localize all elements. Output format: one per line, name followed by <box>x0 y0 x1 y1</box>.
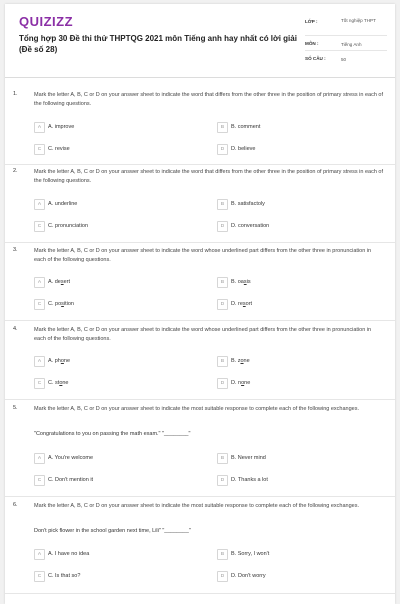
question-prompt: "Congratulations to you on passing the math exam." "________" <box>34 431 191 437</box>
meta-value: Tiếng Anh <box>341 42 362 47</box>
worksheet-page <box>5 4 395 604</box>
option-letter-box: A <box>34 199 45 210</box>
question-text: Mark the letter A, B, C or D on your answer sheet to indicate the most suitable response to complete each of the following exchanges. <box>34 503 359 509</box>
option-text-end: ort <box>245 300 253 307</box>
option-letter-box: D <box>217 144 228 155</box>
option-text: C. Don't mention it <box>48 476 94 483</box>
option-letter-box: A <box>34 549 45 560</box>
option-letter-box: B <box>217 277 228 288</box>
option-text: D. Thanks a lot <box>231 476 268 483</box>
option-text: A. I have no idea <box>48 550 90 557</box>
question-number: 2. <box>13 168 18 174</box>
option-text-end: is <box>246 278 251 285</box>
option-text: C. revise <box>48 145 70 152</box>
question-divider <box>5 496 395 497</box>
option-text-start: A. ph <box>48 357 61 364</box>
question-number: 4. <box>13 326 18 332</box>
option-letter-box: C <box>34 144 45 155</box>
option-text <box>231 301 252 307</box>
option-letter-box: B <box>217 122 228 133</box>
option-letter-box: C <box>34 475 45 486</box>
option-text: B. Sorry, I won't <box>231 550 270 557</box>
question-prompt: Don't pick flower in the school garden next time, Lili" "________" <box>34 528 191 534</box>
option-letter-box: B <box>217 356 228 367</box>
question-text: Mark the letter A, B, C or D on your answer sheet to indicate the word whose underlined part differs from the other three in pronunciation in each of the following questions. <box>34 327 372 342</box>
option-text-end: ne <box>244 379 251 386</box>
option-text-start: D. re <box>231 300 243 307</box>
option-letter-box: D <box>217 378 228 389</box>
option-letter-box: C <box>34 378 45 389</box>
option-text <box>48 301 74 307</box>
option-text: A. You're welcome <box>48 454 94 461</box>
option-text: C. Is that so? <box>48 572 81 579</box>
option-letter-box: D <box>217 221 228 232</box>
option-letter-box: B <box>217 453 228 464</box>
option-text: B. comment <box>231 123 261 130</box>
question-text: Mark the letter A, B, C or D on your answer sheet to indicate the word that differs from the other three in the position of primary stress in each of the following questions. <box>34 169 384 184</box>
option-text-start: B. z <box>231 357 241 364</box>
underlined-letter: s <box>242 300 246 307</box>
option-text-start: B. oa <box>231 278 244 285</box>
option-text: A. underline <box>48 200 78 207</box>
question-number: 5. <box>13 405 18 411</box>
meta-label: SỐ CÂU : <box>305 56 326 61</box>
option-text-start: C. st <box>48 379 60 386</box>
option-letter-box: C <box>34 299 45 310</box>
option-text-start: C. po <box>48 300 62 307</box>
question-divider <box>5 164 395 165</box>
underlined-letter: s <box>60 278 64 285</box>
option-letter-box: B <box>217 549 228 560</box>
option-text: D. believe <box>231 145 256 152</box>
option-letter-box: D <box>217 571 228 582</box>
option-text-start: A. de <box>48 278 61 285</box>
question-divider <box>5 320 395 321</box>
question-divider <box>5 593 395 594</box>
option-text-end: ert <box>63 278 71 285</box>
header-divider <box>5 77 395 78</box>
option-letter-box: A <box>34 356 45 367</box>
option-text: C. pronunciation <box>48 222 89 229</box>
option-text-end: ition <box>63 300 74 307</box>
option-text-end: ne <box>243 357 250 364</box>
underlined-letter: o <box>240 357 244 364</box>
option-text <box>231 358 250 364</box>
quizizz-logo: QUIZIZZ <box>19 14 74 29</box>
option-text-start: D. n <box>231 379 242 386</box>
page-title: Tổng hợp 30 Đề thi thử THPTQG 2021 môn Tiếng anh hay nhất có lời giải (Đề số 28) <box>19 34 297 54</box>
question-text: Mark the letter A, B, C or D on your answer sheet to indicate the word that differs from the other three in the position of primary stress in each of the following questions. <box>34 92 384 107</box>
underlined-letter: s <box>243 278 247 285</box>
underlined-letter: s <box>61 300 64 307</box>
option-text <box>231 279 251 285</box>
option-text-end: ne <box>63 357 71 364</box>
option-letter-box: B <box>217 199 228 210</box>
option-text: A. improve <box>48 123 75 130</box>
question-number: 6. <box>13 502 18 508</box>
option-text: D. Don't worry <box>231 572 266 579</box>
option-letter-box: D <box>217 475 228 486</box>
option-letter-box: C <box>34 571 45 582</box>
meta-row-subject <box>305 36 387 51</box>
meta-value: Tốt nghiệp THPT <box>341 18 376 23</box>
question-text: Mark the letter A, B, C or D on your answer sheet to indicate the most suitable response to complete each of the following exchanges. <box>34 406 359 412</box>
meta-label: MÔN : <box>305 41 319 46</box>
option-text <box>48 380 69 386</box>
option-letter-box: A <box>34 122 45 133</box>
question-divider <box>5 242 395 243</box>
worksheet-meta <box>305 18 387 65</box>
option-text <box>48 358 70 364</box>
question-divider <box>5 399 395 400</box>
underlined-letter: o <box>59 379 63 386</box>
question-number: 1. <box>13 91 18 97</box>
underlined-letter: o <box>60 357 64 364</box>
option-letter-box: C <box>34 221 45 232</box>
option-text <box>48 279 70 285</box>
option-text <box>231 380 250 386</box>
option-text-end: ne <box>62 379 69 386</box>
option-text: D. conversation <box>231 222 270 229</box>
option-letter-box: A <box>34 277 45 288</box>
question-number: 3. <box>13 247 18 253</box>
meta-label: LỚP : <box>305 19 318 24</box>
question-text: Mark the letter A, B, C or D on your answer sheet to indicate the word whose underlined part differs from the other three in pronunciation in each of the following questions. <box>34 248 372 263</box>
option-letter-box: D <box>217 299 228 310</box>
option-letter-box: A <box>34 453 45 464</box>
meta-value: 50 <box>341 57 347 62</box>
option-text: B. satisfactoly <box>231 200 265 207</box>
meta-row-grade <box>305 18 387 36</box>
underlined-letter: o <box>241 379 245 386</box>
option-text: B. Never mind <box>231 454 266 461</box>
meta-row-count <box>305 51 387 65</box>
